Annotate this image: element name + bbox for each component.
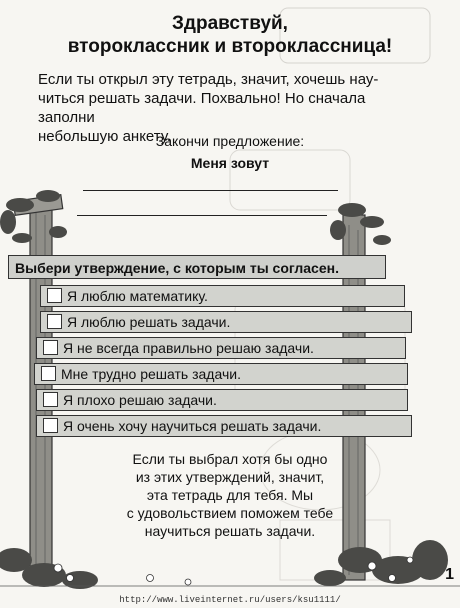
statement-checkbox[interactable] — [43, 340, 58, 355]
statement-plank[interactable] — [36, 389, 408, 411]
outro-line: научиться решать задачи. — [144, 523, 316, 539]
name-answer-line-2[interactable] — [77, 215, 327, 216]
outro-paragraph — [70, 450, 390, 540]
statement-plank[interactable] — [40, 285, 405, 307]
intro-line: небольшую анкету. — [38, 128, 171, 145]
statement-label: Я люблю математику. — [67, 288, 208, 304]
page-title — [0, 12, 460, 58]
statement-label: Я люблю решать задачи. — [67, 314, 231, 330]
name-prompt: Меня зовут — [190, 155, 270, 171]
page-number: 1 — [445, 566, 454, 583]
statement-label: Я плохо решаю задачи. — [63, 392, 217, 408]
statement-label: Я не всегда правильно решаю задачи. — [63, 340, 314, 356]
statement-checkbox[interactable] — [47, 314, 62, 329]
statement-plank[interactable] — [36, 415, 412, 437]
statement-plank[interactable] — [34, 363, 408, 385]
outro-line: Если ты выбрал хотя бы одно — [132, 451, 328, 467]
intro-line: читься решать задачи. Похвально! Но сначала заполни — [38, 90, 366, 126]
outro-line: эта тетрадь для тебя. Мы — [146, 487, 314, 503]
left-post — [13, 195, 62, 580]
statement-label: Я очень хочу научиться решать задачи. — [63, 418, 322, 434]
intro-line: Если ты открыл эту тетрадь, значит, хочешь нау- — [38, 71, 379, 88]
name-answer-line-1[interactable] — [83, 190, 338, 191]
statement-checkbox[interactable] — [43, 392, 58, 407]
statement-label: Мне трудно решать задачи. — [61, 366, 241, 382]
statement-checkbox[interactable] — [47, 288, 62, 303]
statement-plank[interactable] — [40, 311, 412, 333]
statement-plank[interactable] — [36, 337, 406, 359]
outro-line: с удовольствием поможем тебе — [126, 505, 334, 521]
outro-line: из этих утверждений, значит, — [135, 469, 325, 485]
statement-checkbox[interactable] — [41, 366, 56, 381]
source-url: http://www.liveinternet.ru/users/ksu1111/ — [119, 595, 341, 605]
statement-checkbox[interactable] — [43, 418, 58, 433]
title-line-1: Здравствуй, — [172, 13, 288, 34]
choose-heading: Выбери утверждение, с которым ты согласен. — [8, 255, 386, 279]
finish-sentence-label: Закончи предложение: — [155, 133, 305, 149]
title-line-2: второклассник и второклассница! — [67, 36, 393, 57]
